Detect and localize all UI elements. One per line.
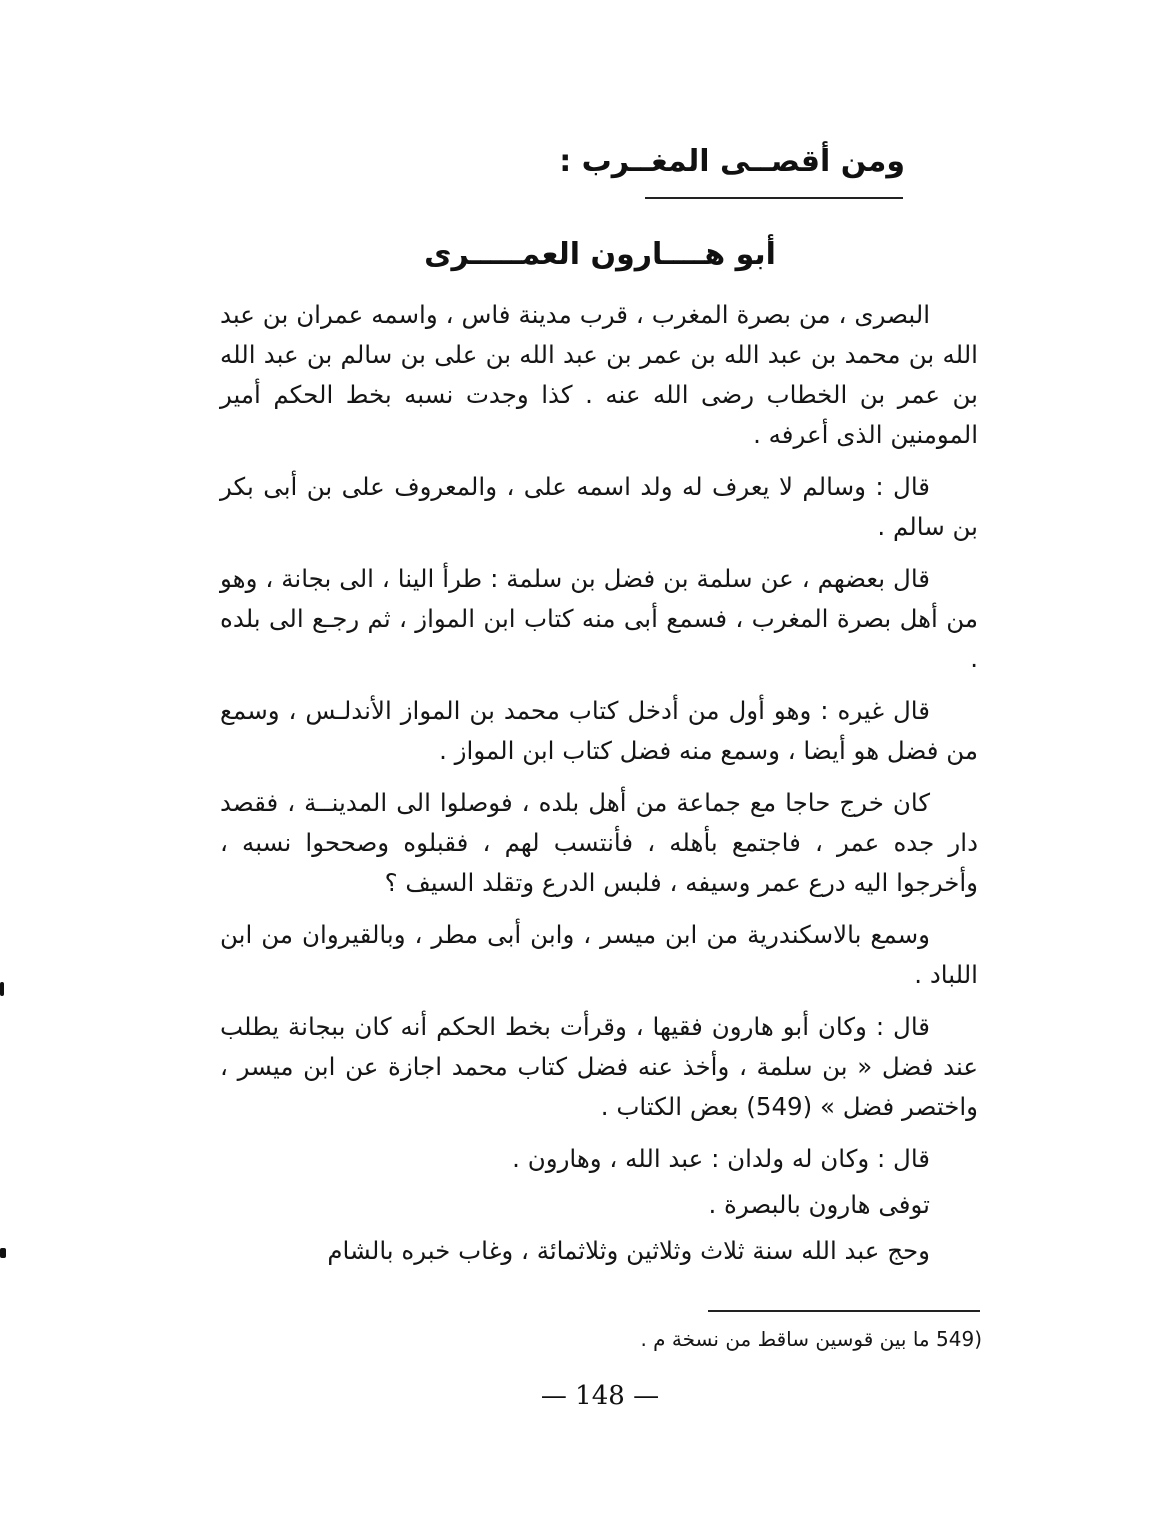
entry-title: أبو هــــارون العمـــــرى	[424, 237, 776, 272]
paragraph: قال غيره : وهو أول من أدخل كتاب محمد بن المواز الأندلـس ، وسمع من فضل هو أيضا ، وسمع منه فضل كتاب ابن المواز .	[220, 696, 978, 765]
paragraph: قال بعضهم ، عن سلمة بن فضل بن سلمة : طرأ الينا ، الى بجانة ، وهو من أهل بصرة المغرب ، فسمع أبى منه كتاب ابن المواز ، ثم رجـع الى بلده .	[220, 564, 978, 673]
paragraph: قال : وسالم لا يعرف له ولد اسمه على ، والمعروف على بن أبى بكر بن سالم .	[220, 472, 978, 541]
paragraph: توفى هارون بالبصرة .	[708, 1190, 930, 1219]
page-number: — 148 —	[540, 1381, 660, 1411]
footnote-separator	[708, 1310, 980, 1312]
paragraph: قال : وكان أبو هارون فقيها ، وقرأت بخط الحكم أنه كان ببجانة يطلب عند فضل « بن سلمة ، وأخذ عنه فضل كتاب محمد اجازة عن ابن ميسر ، واختصر فضل » (549) بعض الكتاب .	[220, 1012, 978, 1121]
section-heading: ومن أقصــى المغــرب :	[559, 144, 905, 179]
scan-artifact	[0, 1248, 6, 1258]
paragraph: قال : وكان له ولدان : عبد الله ، وهارون .	[512, 1144, 930, 1173]
section-heading-underline	[645, 197, 903, 199]
body-text	[220, 295, 978, 1277]
paragraph: وحج عبد الله سنة ثلاث وثلاثين وثلاثمائة ، وغاب خبره بالشام	[327, 1236, 930, 1265]
paragraph: البصرى ، من بصرة المغرب ، قرب مدينة فاس ، واسمه عمران بن عبد الله بن محمد بن عبد الله بن عمر بن عبد الله بن على بن سالم بن عبد الله بن عمر بن الخطاب رضى الله عنه . كذا وجدت نسبه بخط الحكم أمير المومنين الذى أعرفه .	[220, 300, 978, 449]
scan-artifact	[0, 982, 4, 996]
footnote: (549 ما بين قوسين ساقط من نسخة م .	[640, 1327, 982, 1351]
paragraph: كان خرج حاجا مع جماعة من أهل بلده ، فوصلوا الى المدينــة ، فقصد دار جده عمر ، فاجتمع بأهله ، فأنتسب لهم ، فقبلوه وصححوا نسبه ، وأخرجوا اليه درع عمر وسيفه ، فلبس الدرع وتقلد السيف ؟	[220, 788, 978, 897]
paragraph: وسمع بالاسكندرية من ابن ميسر ، وابن أبى مطر ، وبالقيروان من ابن اللباد .	[220, 920, 978, 989]
